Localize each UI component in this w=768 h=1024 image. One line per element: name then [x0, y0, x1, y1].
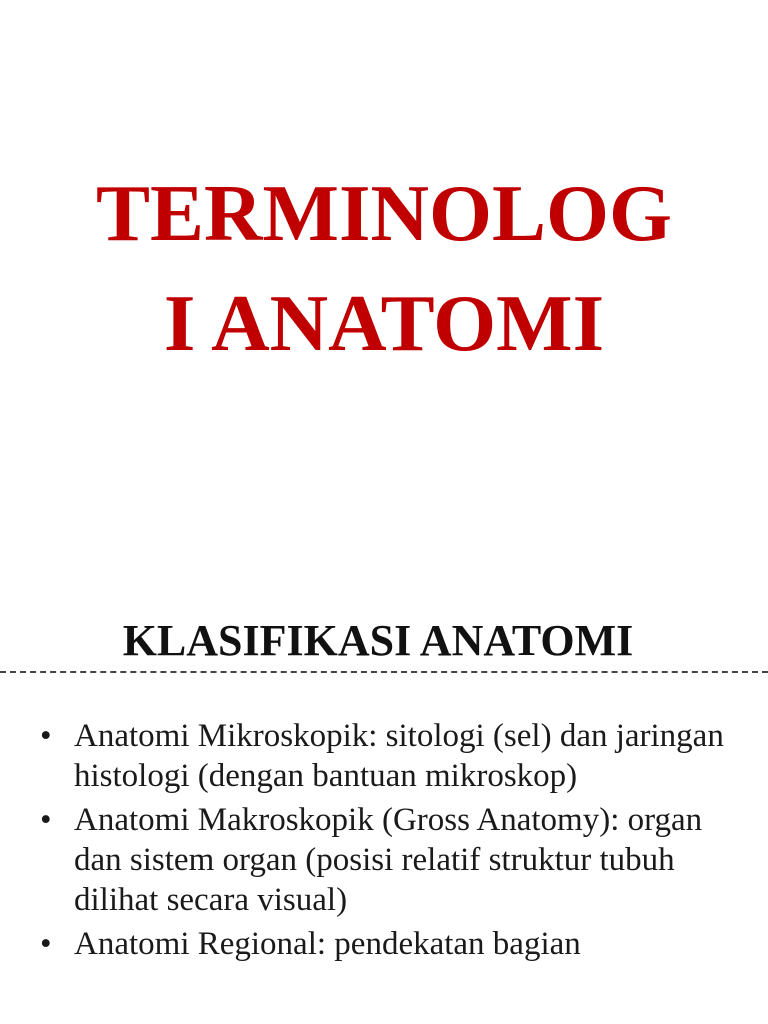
- bullet-item: [0, 924, 768, 964]
- slide-title-line-1: TERMINOLOG: [95, 168, 673, 258]
- bullet-dot: •: [40, 802, 52, 838]
- slide-title-line-2: I ANATOMI: [163, 278, 605, 368]
- bullet-text: Anatomi Makroskopik (Gross Anatomy): organ dan sistem organ (posisi relatif struktur tubuh dilihat secara visual): [74, 802, 703, 918]
- bullet-dot: •: [40, 926, 52, 962]
- slide-divider: [0, 671, 768, 673]
- bullet-list: [0, 716, 768, 968]
- bullet-item: [0, 800, 768, 920]
- bullet-item: [0, 716, 768, 796]
- bullet-dot: •: [40, 718, 52, 754]
- slide-title: [0, 158, 768, 378]
- bullet-text: Anatomi Regional: pendekatan bagian: [74, 926, 581, 962]
- bullet-text: Anatomi Mikroskopik: sitologi (sel) dan jaringan histologi (dengan bantuan mikroskop): [74, 718, 724, 794]
- section-heading: KLASIFIKASI ANATOMI: [122, 616, 634, 665]
